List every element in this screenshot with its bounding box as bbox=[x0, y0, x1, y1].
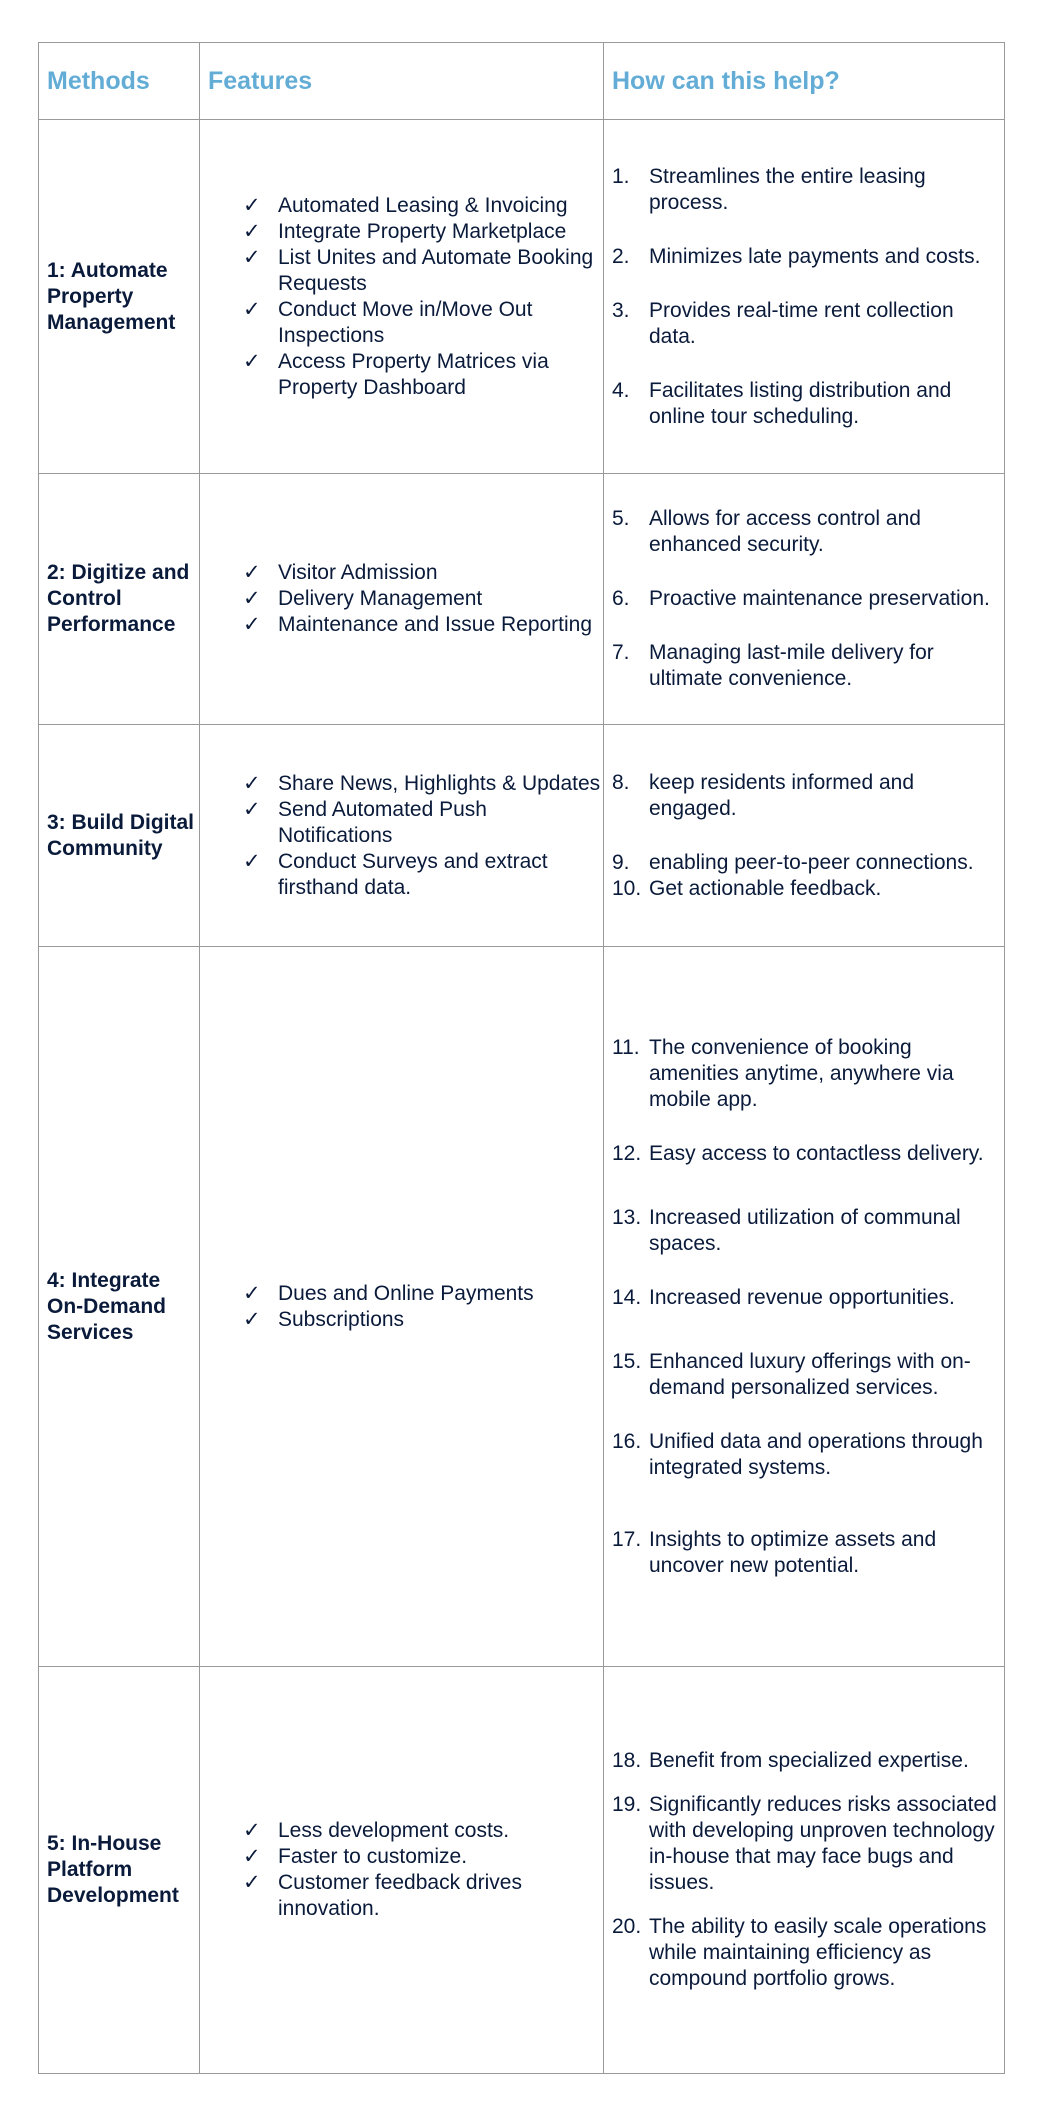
feature-item bbox=[243, 849, 603, 901]
help-number: 14. bbox=[612, 1285, 642, 1309]
help-text: Insights to optimize assets and uncover new potential. bbox=[649, 1527, 937, 1577]
help-text: Provides real-time rent collection data. bbox=[649, 298, 954, 348]
features-cell bbox=[200, 120, 604, 474]
help-number: 11. bbox=[612, 1035, 640, 1059]
feature-item bbox=[243, 1307, 603, 1333]
help-list bbox=[604, 1035, 1004, 1579]
help-text: enabling peer-to-peer connections. bbox=[649, 850, 974, 874]
feature-text: Automated Leasing & Invoicing bbox=[278, 193, 568, 217]
help-item bbox=[612, 1792, 1004, 1896]
help-text: Enhanced luxury offerings with on-demand personalized services. bbox=[649, 1349, 971, 1399]
feature-item bbox=[243, 245, 603, 297]
header-methods: Methods bbox=[39, 43, 200, 120]
check-mark-icon: ✓ bbox=[243, 613, 261, 636]
method-cell: 5: In-House Platform Development bbox=[39, 1667, 200, 2074]
features-cell bbox=[200, 1667, 604, 2074]
help-item bbox=[612, 1035, 1004, 1113]
feature-item bbox=[243, 771, 603, 797]
feature-text: Conduct Surveys and extract firsthand data. bbox=[278, 849, 548, 899]
help-number: 4. bbox=[612, 378, 630, 402]
help-item bbox=[612, 1205, 1004, 1257]
help-cell bbox=[604, 120, 1005, 474]
feature-item bbox=[243, 219, 603, 245]
table-row bbox=[39, 725, 1005, 947]
features-list bbox=[200, 193, 603, 401]
check-mark-icon: ✓ bbox=[243, 1307, 261, 1331]
feature-text: Share News, Highlights & Updates bbox=[278, 771, 601, 795]
method-cell: 4: Integrate On-Demand Services bbox=[39, 947, 200, 1667]
check-mark-icon: ✓ bbox=[243, 1819, 261, 1842]
check-mark-icon: ✓ bbox=[243, 1845, 261, 1868]
help-cell bbox=[604, 1667, 1005, 2074]
help-number: 7. bbox=[612, 641, 630, 664]
feature-item bbox=[243, 349, 603, 401]
feature-item bbox=[243, 297, 603, 349]
check-mark-icon: ✓ bbox=[243, 771, 261, 795]
help-text: The ability to easily scale operations while maintaining efficiency as compound portfolio grows. bbox=[649, 1915, 987, 1990]
help-cell bbox=[604, 725, 1005, 947]
feature-item bbox=[243, 1818, 603, 1844]
help-cell bbox=[604, 474, 1005, 725]
help-number: 12. bbox=[612, 1141, 642, 1165]
help-number: 10. bbox=[612, 876, 642, 900]
feature-item bbox=[243, 560, 603, 586]
help-item bbox=[612, 298, 1004, 350]
help-number: 13. bbox=[612, 1205, 642, 1229]
help-item bbox=[612, 164, 1004, 216]
help-list bbox=[604, 770, 1004, 902]
help-number: 20. bbox=[612, 1915, 642, 1938]
check-mark-icon: ✓ bbox=[243, 297, 261, 321]
method-cell: 2: Digitize and Control Performance bbox=[39, 474, 200, 725]
help-text: Streamlines the entire leasing process. bbox=[649, 164, 926, 214]
help-text: Unified data and operations through integrated systems. bbox=[649, 1429, 983, 1479]
feature-item bbox=[243, 612, 603, 638]
features-list bbox=[200, 560, 603, 638]
feature-text: Less development costs. bbox=[278, 1819, 510, 1842]
header-features: Features bbox=[200, 43, 604, 120]
help-text: The convenience of booking amenities anytime, anywhere via mobile app. bbox=[649, 1035, 954, 1111]
help-text: Benefit from specialized expertise. bbox=[649, 1749, 969, 1772]
help-number: 8. bbox=[612, 770, 630, 794]
check-mark-icon: ✓ bbox=[243, 349, 261, 373]
check-mark-icon: ✓ bbox=[243, 797, 261, 821]
check-mark-icon: ✓ bbox=[243, 1871, 261, 1894]
features-list bbox=[200, 771, 603, 901]
help-number: 15. bbox=[612, 1349, 642, 1373]
help-text: Allows for access control and enhanced security. bbox=[649, 507, 921, 556]
help-number: 1. bbox=[612, 164, 630, 188]
feature-text: Conduct Move in/Move Out Inspections bbox=[278, 297, 533, 347]
feature-item bbox=[243, 193, 603, 219]
feature-text: Send Automated Push Notifications bbox=[278, 797, 487, 847]
help-number: 18. bbox=[612, 1749, 642, 1772]
help-text: Significantly reduces risks associated with developing unproven technology in-house that may face bugs and issues. bbox=[649, 1793, 997, 1894]
help-item bbox=[612, 506, 1004, 558]
help-number: 17. bbox=[612, 1527, 642, 1551]
check-mark-icon: ✓ bbox=[243, 219, 261, 243]
help-number: 2. bbox=[612, 244, 630, 268]
header-how-can-this-help: How can this help? bbox=[604, 43, 1005, 120]
help-item bbox=[612, 1748, 1004, 1774]
help-number: 6. bbox=[612, 587, 630, 610]
method-cell: 1: Automate Property Management bbox=[39, 120, 200, 474]
feature-text: Maintenance and Issue Reporting bbox=[278, 613, 593, 636]
features-cell bbox=[200, 474, 604, 725]
header-row bbox=[39, 43, 1005, 120]
help-item bbox=[612, 586, 1004, 612]
help-text: Increased revenue opportunities. bbox=[649, 1285, 955, 1309]
help-item bbox=[612, 378, 1004, 430]
feature-text: Visitor Admission bbox=[278, 561, 438, 584]
help-item bbox=[612, 1141, 1004, 1167]
help-item bbox=[612, 876, 1004, 902]
help-number: 9. bbox=[612, 850, 630, 874]
help-text: Proactive maintenance preservation. bbox=[649, 587, 990, 610]
features-list bbox=[200, 1818, 603, 1922]
help-item bbox=[612, 1914, 1004, 1992]
help-item bbox=[612, 1527, 1004, 1579]
table-row bbox=[39, 1667, 1005, 2074]
features-cell bbox=[200, 947, 604, 1667]
help-item bbox=[612, 1285, 1004, 1311]
help-text: Facilitates listing distribution and online tour scheduling. bbox=[649, 378, 952, 428]
check-mark-icon: ✓ bbox=[243, 193, 261, 217]
help-item bbox=[612, 850, 1004, 876]
help-text: Easy access to contactless delivery. bbox=[649, 1141, 984, 1165]
help-text: Managing last-mile delivery for ultimate convenience. bbox=[649, 641, 934, 690]
help-number: 16. bbox=[612, 1429, 642, 1453]
feature-item bbox=[243, 1844, 603, 1870]
feature-item bbox=[243, 1281, 603, 1307]
help-item bbox=[612, 1429, 1004, 1481]
feature-text: Customer feedback drives innovation. bbox=[278, 1871, 522, 1920]
features-cell bbox=[200, 725, 604, 947]
feature-text: Dues and Online Payments bbox=[278, 1281, 534, 1305]
feature-item bbox=[243, 586, 603, 612]
table-body bbox=[39, 120, 1005, 2074]
help-cell bbox=[604, 947, 1005, 1667]
feature-text: Subscriptions bbox=[278, 1307, 405, 1331]
help-list bbox=[604, 164, 1004, 430]
feature-text: Delivery Management bbox=[278, 587, 483, 610]
help-text: Minimizes late payments and costs. bbox=[649, 244, 981, 268]
help-number: 3. bbox=[612, 298, 630, 322]
help-item bbox=[612, 1349, 1004, 1401]
feature-item bbox=[243, 797, 603, 849]
check-mark-icon: ✓ bbox=[243, 561, 261, 584]
help-text: Increased utilization of communal spaces. bbox=[649, 1205, 961, 1255]
methods-table bbox=[38, 42, 1005, 2074]
help-list bbox=[604, 1748, 1004, 1992]
feature-text: Faster to customize. bbox=[278, 1845, 468, 1868]
help-text: keep residents informed and engaged. bbox=[649, 770, 914, 820]
method-cell: 3: Build Digital Community bbox=[39, 725, 200, 947]
feature-text: Integrate Property Marketplace bbox=[278, 219, 567, 243]
feature-item bbox=[243, 1870, 603, 1922]
feature-text: List Unites and Automate Booking Requests bbox=[278, 245, 594, 295]
table-row bbox=[39, 120, 1005, 474]
help-item bbox=[612, 640, 1004, 692]
help-item bbox=[612, 244, 1004, 270]
help-item bbox=[612, 770, 1004, 822]
check-mark-icon: ✓ bbox=[243, 849, 261, 873]
help-list bbox=[604, 506, 1004, 692]
check-mark-icon: ✓ bbox=[243, 245, 261, 269]
help-number: 5. bbox=[612, 507, 630, 530]
features-list bbox=[200, 1281, 603, 1333]
table-row bbox=[39, 947, 1005, 1667]
help-number: 19. bbox=[612, 1793, 642, 1816]
check-mark-icon: ✓ bbox=[243, 1281, 261, 1305]
check-mark-icon: ✓ bbox=[243, 587, 261, 610]
table-row bbox=[39, 474, 1005, 725]
feature-text: Access Property Matrices via Property Dashboard bbox=[278, 349, 549, 399]
help-text: Get actionable feedback. bbox=[649, 876, 882, 900]
